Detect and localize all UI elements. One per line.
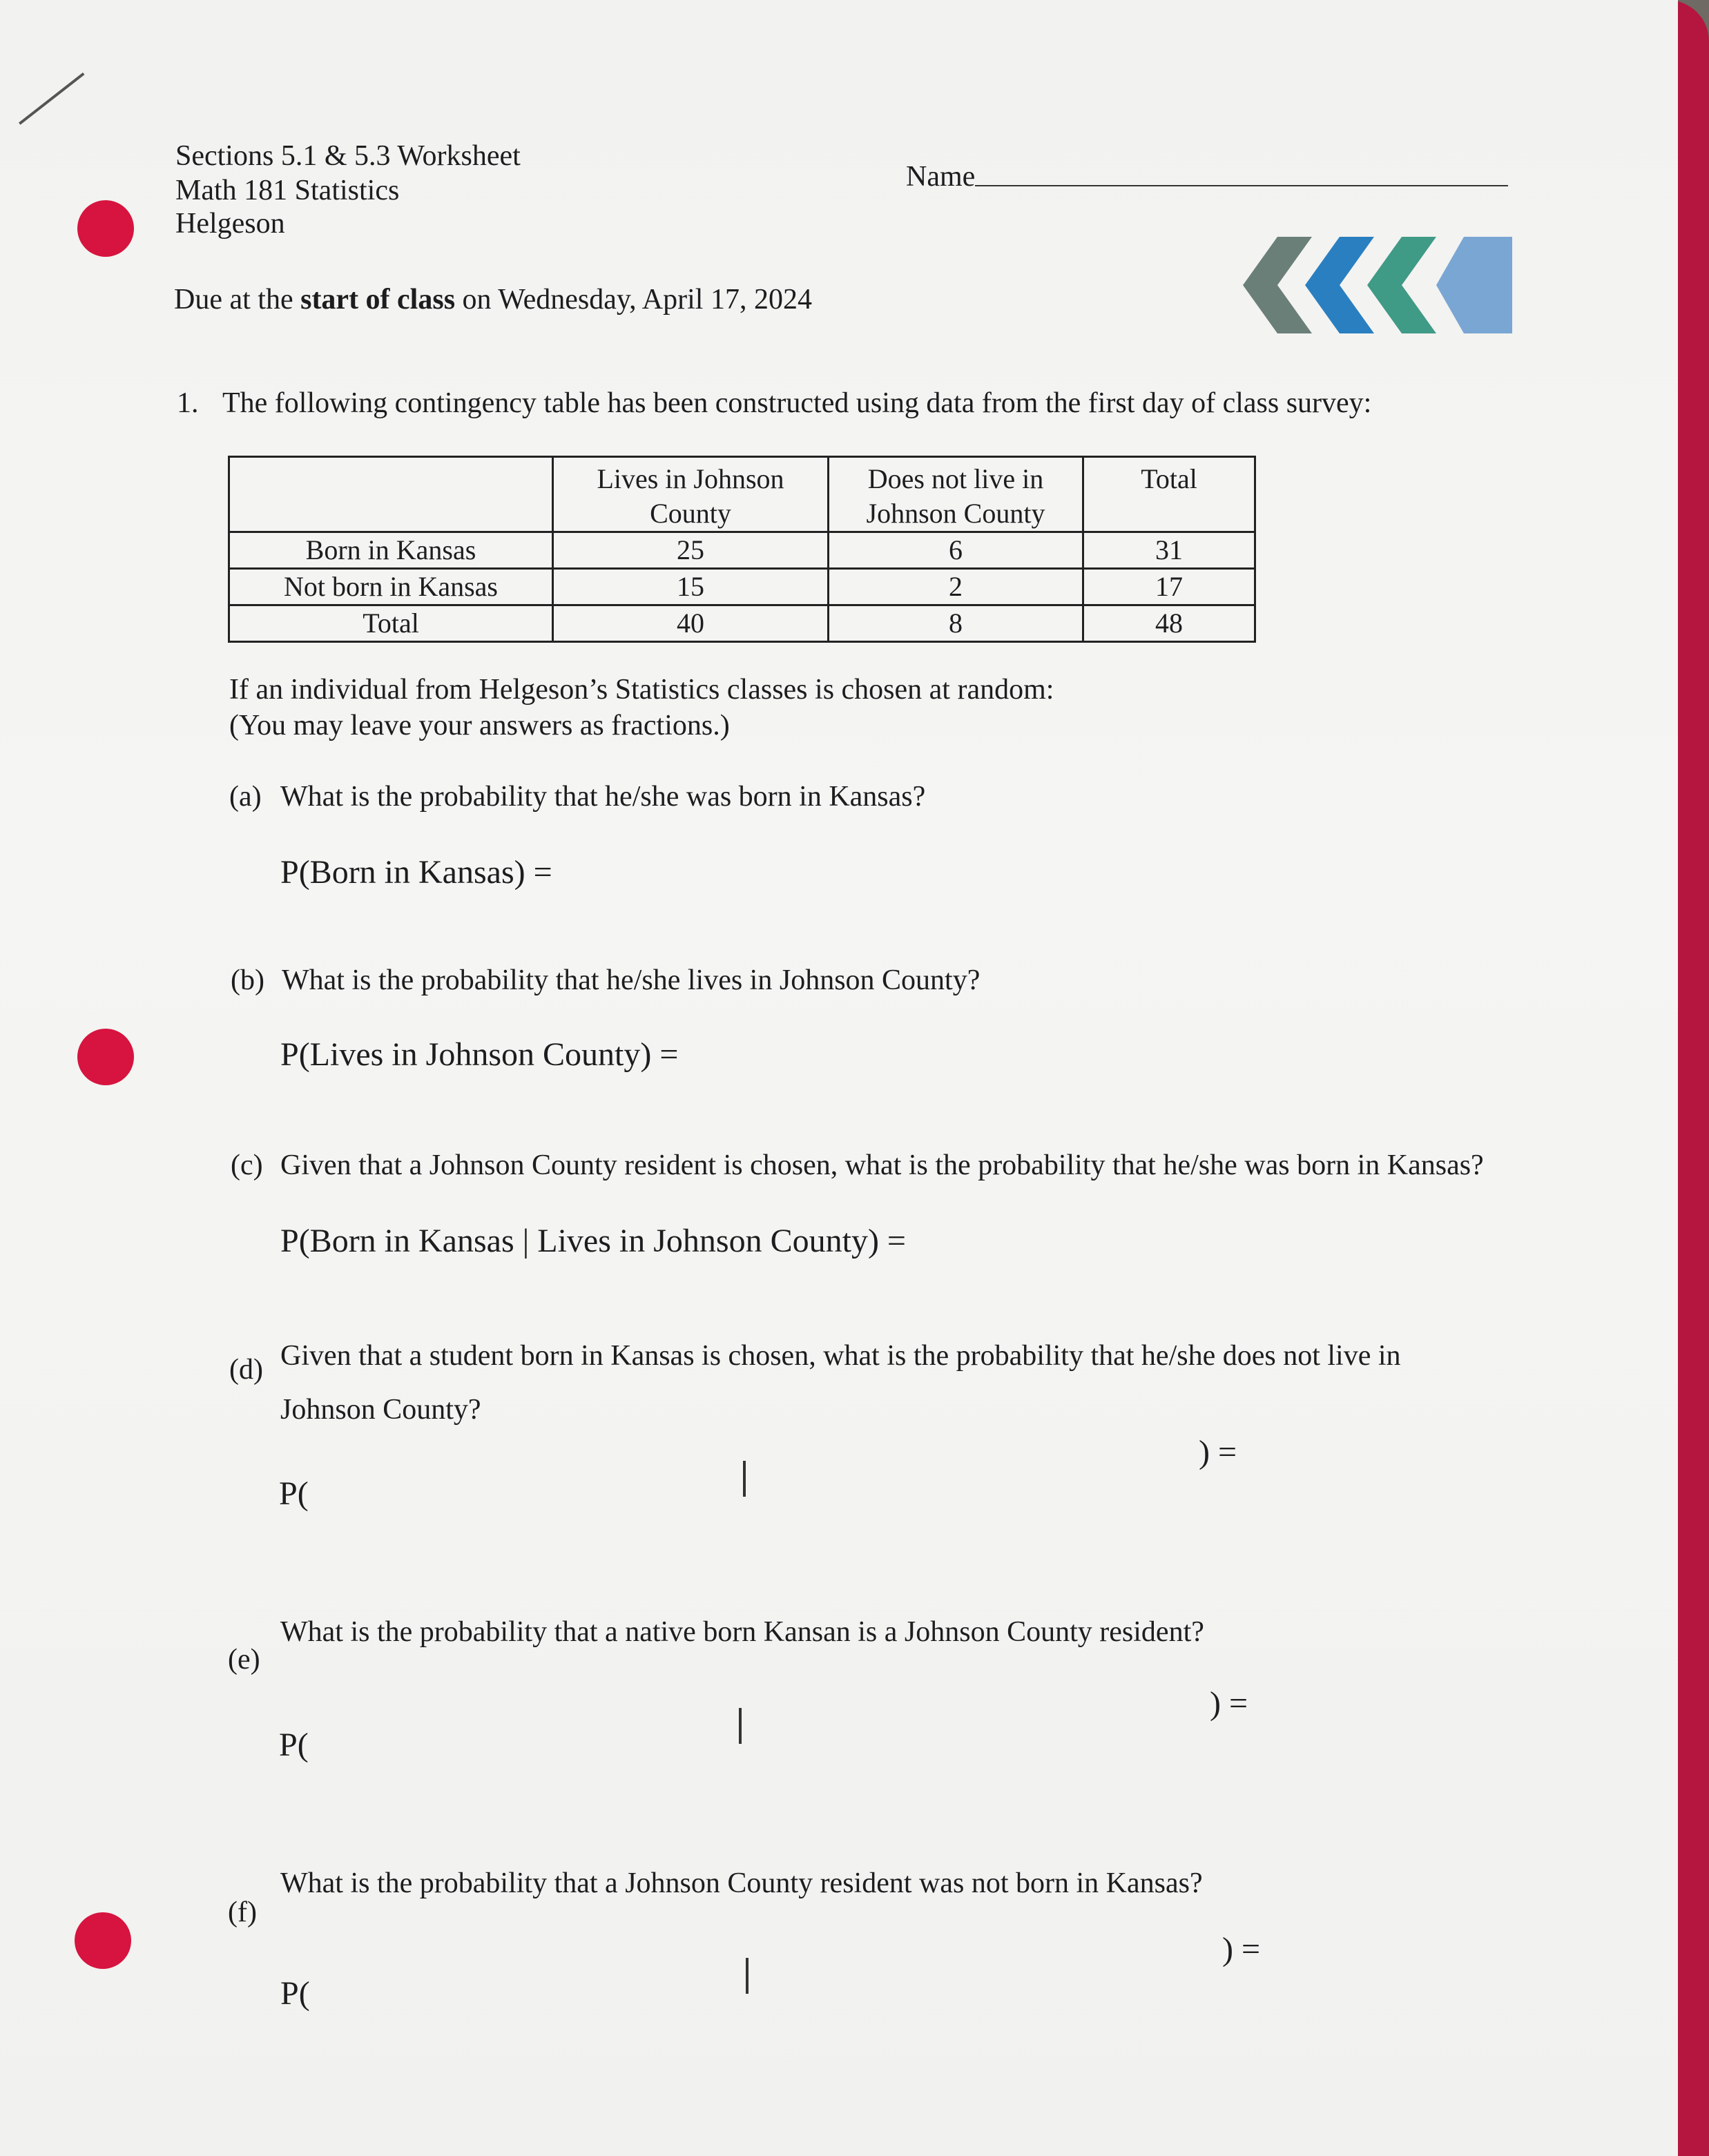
part-c-question: Given that a Johnson County resident is chosen, what is the probability that he/she was born in Kansas? (280, 1149, 1484, 1181)
table-cell: 6 (829, 532, 1083, 569)
part-f-p-open: P( (280, 1975, 310, 2012)
part-b-question: What is the probability that he/she lives in Johnson County? (282, 964, 981, 996)
part-a-answer-field[interactable]: P(Born in Kansas) = (280, 854, 552, 891)
part-d-p-close: ) = (1199, 1434, 1237, 1470)
table-cell: 48 (1083, 605, 1255, 642)
table-corner-cell (229, 457, 553, 532)
chevron-logo (1236, 233, 1519, 337)
part-b-answer-field[interactable]: P(Lives in Johnson County) = (280, 1036, 679, 1073)
intro-line-2: (You may leave your answers as fractions.) (229, 710, 730, 741)
part-f-label: (f) (228, 1896, 257, 1928)
header-title: Sections 5.1 & 5.3 Worksheet (175, 140, 521, 172)
punch-hole (77, 200, 134, 257)
part-c-label: (c) (231, 1149, 263, 1181)
given-bar (743, 1461, 746, 1497)
part-d-label: (d) (229, 1354, 263, 1386)
table-cell: 8 (829, 605, 1083, 642)
row-label: Not born in Kansas (229, 569, 553, 605)
pen-mark (19, 72, 84, 125)
given-bar (739, 1708, 742, 1744)
column-header-lives-jc: Lives in Johnson County (553, 457, 829, 532)
table-cell: 25 (553, 532, 829, 569)
name-field[interactable] (975, 185, 1508, 186)
part-e-p-close: ) = (1210, 1685, 1248, 1722)
part-e-label: (e) (228, 1644, 260, 1676)
part-e-question: What is the probability that a native born Kansan is a Johnson County resident? (280, 1616, 1204, 1648)
header-instructor: Helgeson (175, 208, 285, 240)
part-e-p-open: P( (279, 1727, 309, 1763)
part-f-p-close: ) = (1222, 1931, 1261, 1968)
table-row (229, 569, 1255, 605)
contingency-table (228, 456, 1256, 643)
part-b-label: (b) (231, 964, 264, 996)
name-label: Name (906, 161, 976, 193)
column-header-not-jc: Does not live in Johnson County (829, 457, 1083, 532)
part-a-label: (a) (229, 781, 262, 813)
table-header-row (229, 457, 1255, 532)
question-text: The following contingency table has been constructed using data from the first day of class survey: (222, 387, 1372, 419)
table-cell: 15 (553, 569, 829, 605)
part-d-p-open: P( (279, 1475, 309, 1512)
given-bar (746, 1958, 749, 1994)
part-a-question: What is the probability that he/she was born in Kansas? (280, 781, 926, 813)
row-label: Born in Kansas (229, 532, 553, 569)
part-c-answer-field[interactable]: P(Born in Kansas | Lives in Johnson County) = (280, 1223, 906, 1259)
column-header-total: Total (1083, 457, 1255, 532)
intro-line-1: If an individual from Helgeson’s Statistics classes is chosen at random: (229, 674, 1054, 706)
row-label: Total (229, 605, 553, 642)
part-d-question-line-1: Given that a student born in Kansas is chosen, what is the probability that he/she does not live in (280, 1340, 1401, 1372)
part-d-question-line-2: Johnson County? (280, 1394, 481, 1426)
table-cell: 40 (553, 605, 829, 642)
table-cell: 17 (1083, 569, 1255, 605)
table-cell: 2 (829, 569, 1083, 605)
question-number: 1. (177, 387, 199, 419)
table-row (229, 605, 1255, 642)
header-course: Math 181 Statistics (175, 175, 400, 206)
table-row (229, 532, 1255, 569)
punch-hole (75, 1912, 131, 1969)
part-f-question: What is the probability that a Johnson County resident was not born in Kansas? (280, 1867, 1203, 1899)
due-date: Due at the start of class on Wednesday, April 17, 2024 (174, 284, 812, 315)
punch-hole (77, 1029, 134, 1085)
table-cell: 31 (1083, 532, 1255, 569)
